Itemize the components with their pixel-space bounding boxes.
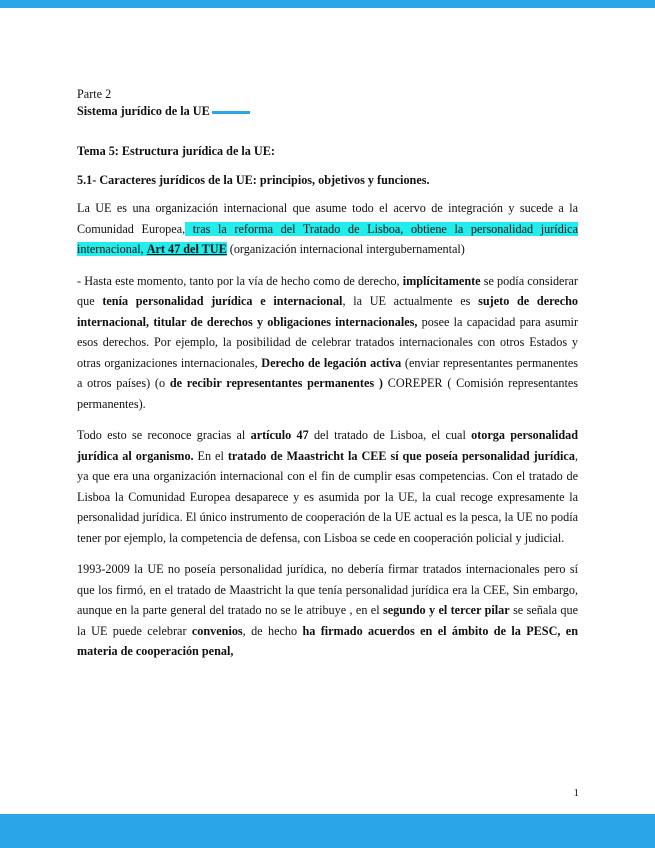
- p3-text-1: Todo esto se reconoce gracias al: [77, 428, 251, 442]
- tema-heading: Tema 5: Estructura jurídica de la UE:: [77, 144, 275, 158]
- p2-bold-1: implícitamente: [402, 273, 481, 288]
- p2-bold-5: de recibir representantes permanentes ): [169, 376, 383, 390]
- paragraph-1: [77, 198, 578, 260]
- paragraph-2: [77, 271, 578, 415]
- paragraph-4: [77, 559, 578, 662]
- p2-bold-2: tenía personalidad jurídica e internacional: [102, 294, 343, 308]
- bottom-accent-bar: [0, 814, 655, 848]
- p4-bold-3: ha firmado acuerdos en el ámbito de la PESC, en materia de cooperación penal,: [77, 623, 578, 658]
- p2-text-6: COREPER ( Comisión representantes permanentes).: [77, 376, 579, 411]
- p4-text-3: , de hecho: [242, 623, 303, 638]
- p3-bold-1: artículo 47: [250, 428, 309, 442]
- title-accent-line: [212, 111, 250, 114]
- p2-text-2: se podía considerar que: [77, 273, 578, 308]
- p2-bold-3: sujeto de derecho internacional, titular de derechos y obligaciones internacionales,: [77, 294, 578, 329]
- p2-text-1: - Hasta este momento, tanto por la vía de hecho como de derecho,: [77, 273, 403, 288]
- part-label: Parte 2: [77, 87, 112, 101]
- p1-text-1: La UE es una organización internacional que asume todo el acervo de integración y sucede a la Comunidad Europea,: [77, 201, 578, 236]
- part-title-text: Sistema jurídico de la UE: [77, 104, 210, 118]
- p1-text-2: (organización internacional intergubernamental): [226, 242, 465, 256]
- page-number: 1: [573, 787, 579, 799]
- p1-highlight-1: tras la reforma del Tratado de Lisboa, obtiene la personalidad jurídica internacional,: [77, 221, 578, 256]
- p4-text-2: se señala que la UE puede celebrar: [77, 603, 578, 638]
- p3-text-3: En el: [193, 448, 228, 463]
- p3-bold-3: tratado de Maastricht la CEE sí que poseía personalidad jurídica: [227, 448, 575, 463]
- top-accent-bar: [0, 0, 655, 8]
- p2-text-4: posee la capacidad para asumir esos derechos. Por ejemplo, la posibilidad de celebrar tratados internacionales con otros Estados y otras organizaciones internacionales,: [77, 314, 579, 370]
- p3-bold-2: otorga personalidad jurídica al organismo.: [77, 428, 578, 463]
- document-body: [77, 86, 578, 662]
- section-heading: 5.1- Caracteres jurídicos de la UE: principios, objetivos y funciones.: [77, 172, 430, 187]
- p4-text-1: 1993-2009 la UE no poseía personalidad jurídica, no debería firmar tratados internacionales pero sí que los firmó, en el tratado de Maastricht la que tenía personalidad jurídica era la CEE, Sin embargo, aunque en la parte general del tratado no se le atribuye , en el: [77, 562, 578, 617]
- p3-text-4: , ya que era una organización internacional con el fin de cumplir esas competencias. Con el tratado de Lisboa la Comunidad Europea desaparece y es asumida por la UE, la cual recoge expresamente la personalidad jurídica. El único instrumento de cooperación de la UE actual es la pesca, la UE no podía tener por ejemplo, la competencia de defensa, con Lisboa se cede en cooperación policial y judicial.: [77, 448, 578, 545]
- p2-text-5: (enviar representantes permanentes a otros países) (o: [77, 355, 578, 390]
- p4-bold-1: segundo y el tercer pilar: [382, 603, 510, 617]
- p1-highlight-article: Art 47 del TUE: [146, 242, 227, 256]
- p4-bold-2: convenios: [191, 623, 243, 638]
- p3-text-2: del tratado de Lisboa, el cual: [308, 428, 472, 442]
- p2-bold-4: Derecho de legación activa: [261, 355, 402, 370]
- part-title: [77, 103, 578, 120]
- p2-text-3: , la UE actualmente es: [342, 294, 479, 308]
- paragraph-3: [77, 425, 578, 548]
